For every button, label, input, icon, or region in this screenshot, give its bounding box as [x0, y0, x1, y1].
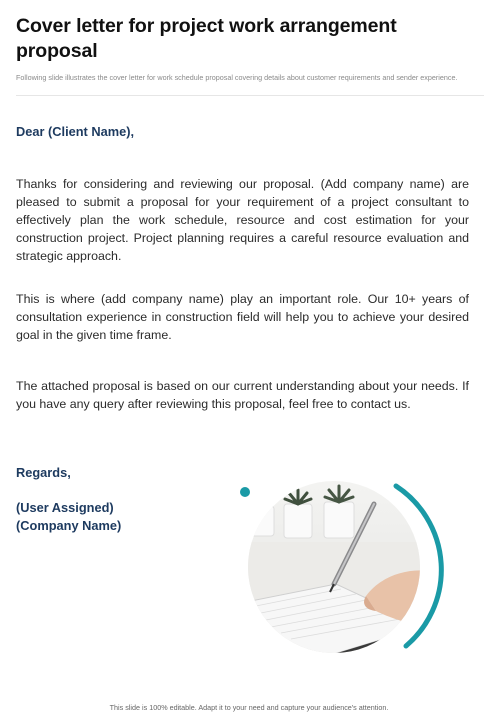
- closing: Regards,: [16, 465, 71, 480]
- page-title: Cover letter for project work arrangement proposal: [16, 15, 397, 62]
- signature-company: (Company Name): [16, 518, 122, 533]
- header-divider: [16, 95, 484, 96]
- salutation: Dear (Client Name),: [16, 124, 135, 139]
- writing-photo: [216, 476, 474, 666]
- letter-paragraph-3: The attached proposal is based on our current understanding about your needs. If you have any query after reviewing this proposal, feel free to contact us.: [16, 379, 469, 411]
- letter-paragraph-2: This is where (add company name) play an important role. Our 10+ years of consultation experience in construction field will help you to achieve your desired goal in the given time frame.: [16, 292, 469, 342]
- signature-user: (User Assigned): [16, 500, 114, 515]
- page-subtitle: Following slide illustrates the cover letter for work schedule proposal covering details about customer requirements and sender experience.: [16, 73, 458, 82]
- footer-note: This slide is 100% editable. Adapt it to your need and capture your audience's attention.: [109, 703, 389, 712]
- letter-paragraph-1: Thanks for considering and reviewing our proposal. (Add company name) are pleased to submit a proposal for your requirement of a project consultant to effectively plan the work schedule, resource and cost estimation for your construction project. Project planning requires a careful resource evaluation and strategic approach.: [16, 177, 469, 263]
- hand-writing-notebook-photo-icon: [216, 476, 474, 666]
